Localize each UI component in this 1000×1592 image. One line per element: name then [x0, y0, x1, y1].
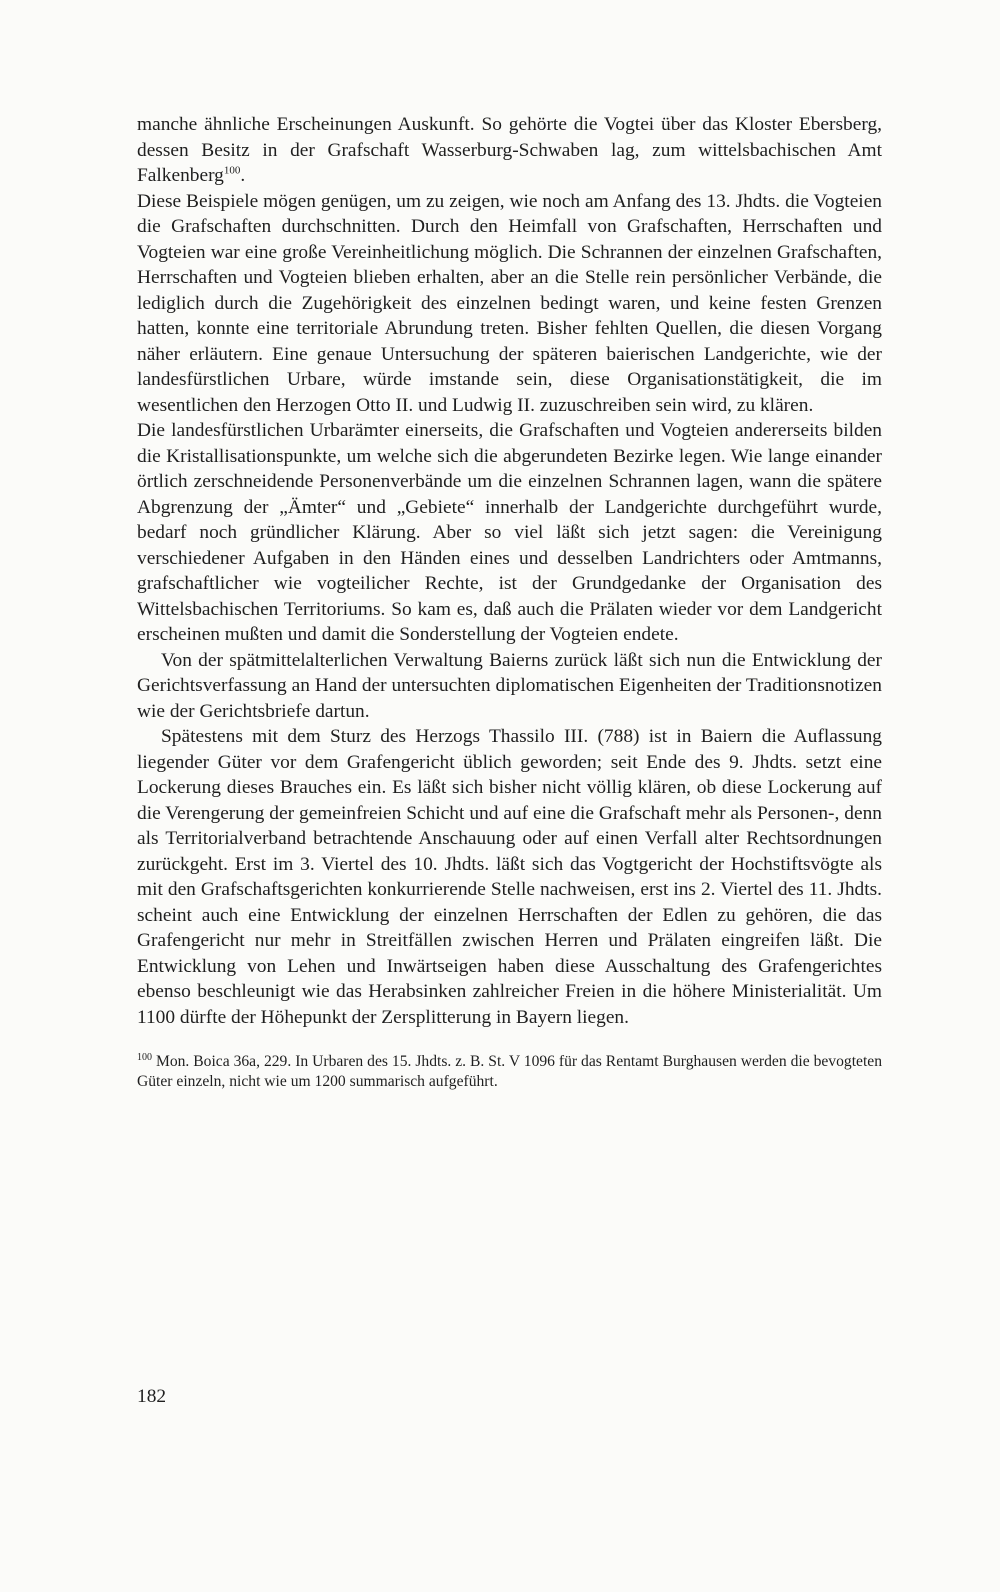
footnote-text: Mon. Boica 36a, 229. In Urbaren des 15. Jhdts. z. B. St. V 1096 für das Rentamt Burghausen werden die bevogteten Güter einzeln, nicht wie um 1200 summarisch aufgeführt. [137, 1053, 882, 1090]
paragraph-1 [137, 112, 882, 189]
footnote [137, 1052, 882, 1092]
page-number: 182 [137, 1386, 167, 1407]
paragraph-1-end: . [240, 165, 246, 186]
paragraph-4: Von der spätmittelalterlichen Verwaltung Baierns zurück läßt sich nun die Entwicklung der Gerichtsverfassung an Hand der untersuchten diplomatischen Eigenheiten der Traditionsnotizen wie der Gerichtsbriefe dartun. [137, 649, 882, 722]
footnote-reference: 100 [223, 164, 241, 177]
paragraph-5: Spätestens mit dem Sturz des Herzogs Thassilo III. (788) ist in Baiern die Auflassung liegender Güter vor dem Grafengericht üblich geworden; seit Ende des 9. Jhdts. setzt eine Lockerung dieses Brauches ein. Es läßt sich bisher nicht völlig klären, ob diese Lockerung auf die Verengerung der gemeinfreien Schicht und auf eine die Grafschaft mehr als Personen-, denn als Territorialverband betrachtende Anschauung oder auf einen Verfall alter Rechtsordnungen zurückgeht. Erst im 3. Viertel des 10. Jhdts. läßt sich das Vogtgericht der Hochstiftsvögte als mit den Grafschaftsgerichten konkurrierende Stelle nachweisen, erst ins 2. Viertel des 11. Jhdts. scheint auch eine Entwicklung der einzelnen Herrschaften der Edlen zu gehören, die das Grafengericht nur mehr in Streitfällen zwischen Herren und Prälaten eingreifen läßt. Die Entwicklung von Lehen und Inwärtseigen haben diese Ausschaltung des Grafengerichtes ebenso beschleunigt wie das Herabsinken zahlreicher Freien in die höhere Ministerialität. Um 1100 dürfte der Höhepunkt der Zersplitterung in Bayern liegen. [137, 726, 882, 1028]
page-content [137, 112, 882, 1092]
body-text [137, 112, 882, 1030]
paragraph-3: Die landesfürstlichen Urbarämter einerseits, die Grafschaften und Vogteien andererseits bilden die Kristallisationspunkte, um welche sich die abgerundeten Bezirke legen. Wie lange einander örtlich zerschneidende Personenverbände um die einzelnen Schrannen lagen, wann die spätere Abgrenzung der „Ämter“ und „Gebiete“ innerhalb der Landgerichte durchgeführt wurde, bedarf noch gründlicher Klärung. Aber so viel läßt sich jetzt sagen: die Vereinigung verschiedener Aufgaben in den Händen eines und desselben Landrichters oder Amtmanns, grafschaftlicher wie vogteilicher Rechte, ist der Grundgedanke der Organisation des Wittelsbachischen Territoriums. So kam es, daß auch die Prälaten wieder vor dem Landgericht erscheinen mußten und damit die Sonderstellung der Vogteien endete. [137, 420, 882, 645]
footnote-number: 100 [137, 1051, 152, 1063]
paragraph-2: Diese Beispiele mögen genügen, um zu zeigen, wie noch am Anfang des 13. Jhdts. die Vogteien die Grafschaften durchschnitten. Durch den Heimfall von Grafschaften, Herrschaften und Vogteien war eine große Vereinheitlichung möglich. Die Schrannen der einzelnen Grafschaften, Herrschaften und Vogteien blieben erhalten, aber an die Stelle rein persönlicher Verbände, die lediglich durch die Zugehörigkeit des einzelnen bedingt waren, und keine festen Grenzen hatten, konnte eine territoriale Abrundung treten. Bisher fehlten Quellen, die diesen Vorgang näher erläutern. Eine genaue Untersuchung der späteren baierischen Landgerichte, wie der landesfürstlichen Urbare, würde imstande sein, diese Organisationstätigkeit, die im wesentlichen den Herzogen Otto II. und Ludwig II. zuzuschreiben sein wird, zu klären. [137, 190, 882, 416]
paragraph-1-text: manche ähnliche Erscheinungen Auskunft. So gehörte die Vogtei über das Kloster Ebersberg, dessen Besitz in der Grafschaft Wasserburg-Schwaben lag, zum wittelsbachischen Amt Falkenberg [137, 114, 882, 186]
